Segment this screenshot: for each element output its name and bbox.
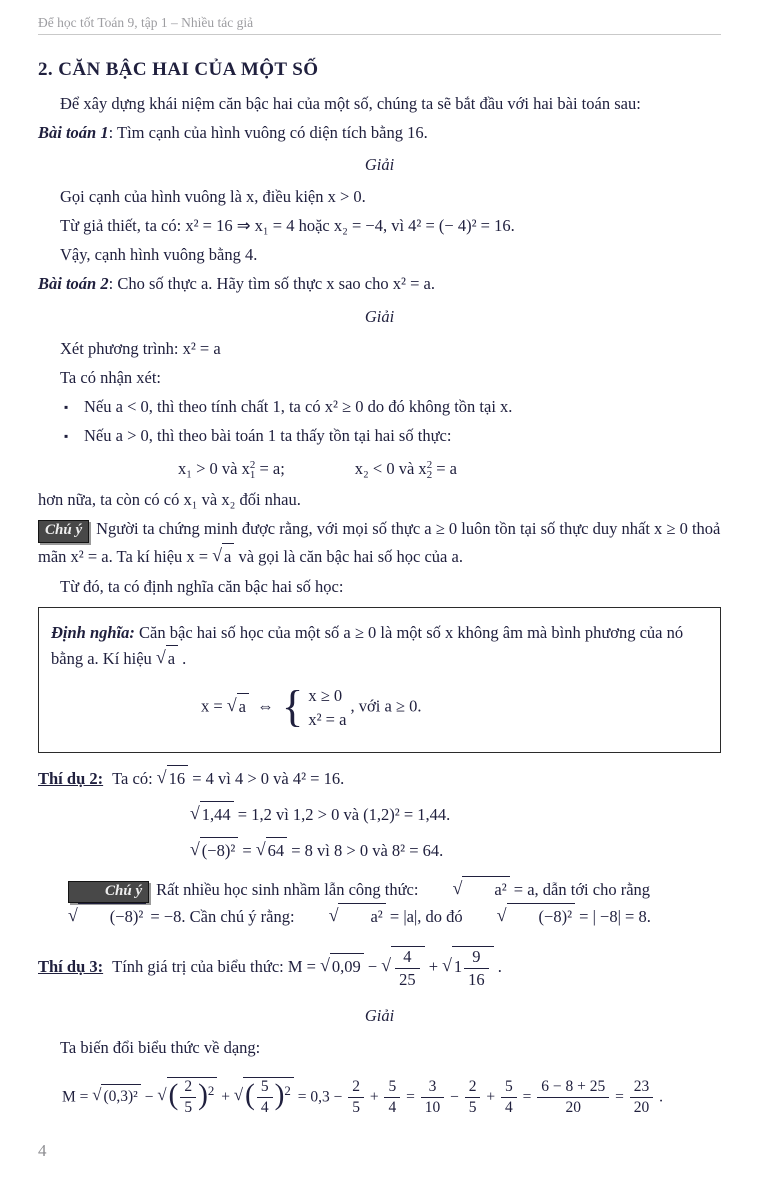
example3-text: Tính giá trị của biểu thức: M = √ 0,09 − √ $\frac{4}{25}$ + √ 1 $\frac{9}{16}$ .	[112, 947, 502, 989]
bullet2-text: Nếu a > 0, thì theo bài toán 1 ta thấy tồn tại hai số thực:	[84, 425, 452, 445]
definition-paragraph	[51, 620, 708, 672]
page-content	[0, 59, 763, 1117]
solution2-line1: Xét phương trình: x² = a	[60, 338, 221, 358]
definition-box	[38, 607, 721, 753]
example2-line2: √ 1,44 = 1,2 vì 1,2 > 0 và (1,2)² = 1,44.	[190, 801, 721, 828]
bullet-icon: ▪	[64, 399, 69, 414]
roots-formula-line: x₁ > 0 và x 2 1 = a; x₂ < 0 và x 2 2 = a	[178, 458, 458, 482]
problem1-label: Bài toán 1	[38, 123, 109, 143]
page-number: 4	[38, 1141, 47, 1160]
remark-bullet-2	[38, 423, 721, 448]
definition-text: Căn bậc hai số học của một số a ≥ 0 là một số x không âm mà bình phương của nó bằng a. Kí hiệu √ a .	[51, 623, 683, 668]
example3-label: Thí dụ 3:	[38, 957, 104, 977]
intro-paragraph: Để xây dựng khái niệm căn bậc hai của một số, chúng ta sẽ bắt đầu với hai bài toán sau:	[60, 94, 641, 113]
note1-text: Người ta chứng minh được rằng, với mọi số thực a ≥ 0 luôn tồn tại số thực duy nhất x ≥ 0 thoả mãn x² = a. Ta kí hiệu x = √ a và gọi là căn bậc hai số học của a.	[38, 519, 720, 566]
example2-line1: Ta có: √ 16 = 4 vì 4 > 0 và 4² = 16.	[112, 769, 344, 788]
example2-line3: √ (−8)² = √ 64 = 8 vì 8 > 0 và 8² = 64.	[190, 837, 721, 864]
problem2-text: : Cho số thực a. Hãy tìm số thực x sao cho x² = a.	[108, 274, 435, 294]
note2-paragraph	[38, 876, 721, 931]
example2-label: Thí dụ 2:	[38, 768, 104, 788]
giai-heading-2: Giải	[364, 306, 395, 326]
note1-paragraph	[38, 516, 721, 570]
definition-label: Định nghĩa:	[51, 622, 135, 642]
section-title: 2. CĂN BẬC HAI CỦA MỘT SỐ	[38, 59, 319, 80]
problem1-text: : Tìm cạnh của hình vuông có diện tích bằng 16.	[108, 123, 428, 143]
solution1-line3: Vậy, cạnh hình vuông bằng 4.	[60, 245, 258, 265]
remark-bullet-1	[38, 394, 721, 419]
problem1-heading	[38, 120, 721, 145]
solution1-line2: Từ giả thiết, ta có: x² = 16 ⇒ x₁ = 4 hoặc x₂ = −4, vì 4² = (− 4)² = 16.	[60, 216, 515, 236]
note-badge: Chú ý	[68, 881, 149, 904]
header-title: Để học tốt Toán 9, tập 1 – Nhiều tác giả	[38, 15, 254, 30]
final-formula: M = √ (0,3)² − √( $\frac{2}{5}$ )$^2$ + √( $\frac{5}{4}$ )$^2$ = 0,3 − $\frac{2}{5}$ + $\frac{5}{4}$ = $\frac{3}{10}$ − $\frac{2}{5}$ + $\frac{5}{4}$ = $\frac{6 - 8 + 25}{20}$ = $\frac{23}{20}$ .	[62, 1077, 663, 1116]
roots-note-line: hơn nữa, ta còn có có x₁ và x₂ đối nhau.	[38, 490, 301, 510]
solution1-line1: Gọi cạnh của hình vuông là x, điều kiện x > 0.	[60, 187, 366, 207]
example3-paragraph	[38, 946, 721, 989]
bullet-icon: ▪	[64, 428, 69, 443]
problem2-label: Bài toán 2	[38, 274, 109, 294]
note2-text: Rất nhiều học sinh nhầm lẫn công thức: √ a² = a, dẫn tới cho rằng √ (−8)² = −8. Cần chú ý rằng: √ a² = |a|, do đó √ (−8)² = | −8| = 8.	[38, 880, 651, 927]
running-header	[38, 0, 721, 35]
giai-heading-3: Giải	[364, 1006, 395, 1026]
definition-formula: x = √ a ⇔ { x ≥ 0 x² = a , với a ≥ 0.	[201, 680, 422, 731]
problem2-heading	[38, 271, 721, 296]
definition-intro: Từ đó, ta có định nghĩa căn bậc hai số học:	[60, 576, 344, 596]
example2-paragraph	[38, 765, 721, 792]
transform-intro: Ta biến đổi biểu thức về dạng:	[60, 1038, 261, 1058]
bullet1-text: Nếu a < 0, thì theo tính chất 1, ta có x² ≥ 0 do đó không tồn tại x.	[84, 396, 513, 416]
solution2-line2: Ta có nhận xét:	[60, 367, 162, 387]
note-badge: Chú ý	[38, 520, 89, 543]
giai-heading-1: Giải	[364, 155, 395, 175]
